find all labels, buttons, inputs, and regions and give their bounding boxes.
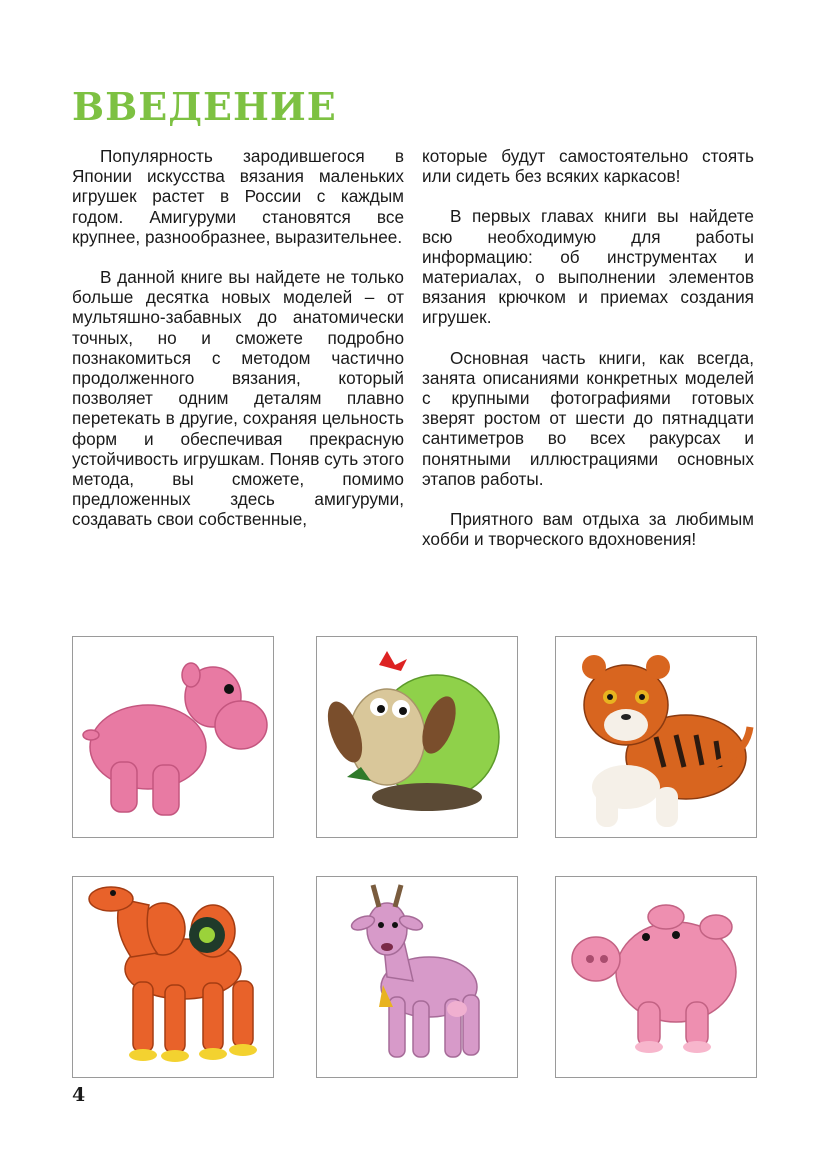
intro-paragraph-1: Популярность зародившегося в Японии искусства вязания маленьких игрушек растет в России с каждым годом. Амигуруми становятся все крупнее, разнообразнее, выразительнее. [72, 146, 404, 247]
page-number: 4 [72, 1084, 86, 1106]
intro-paragraph-5: Приятного вам отдыха за любимым хобби и творческого вдохновения! [422, 509, 754, 550]
intro-paragraph-2-continued: которые будут самостоятельно стоять или сидеть без всяких каркасов! [422, 146, 754, 187]
right-text-column [422, 146, 754, 569]
intro-paragraph-2: В данной книге вы найдете не только больше десятка новых моделей – от мультяшно-забавных до анатомически точных, но и сможете подробно познакомиться с методом частично продолженного вязания, который позволяет одним деталям плавно перетекать в другие, сохраняя цельность форм и обеспечивая прекрасную устойчивость игрушкам. Поняв суть этого метода, вы сможете, помимо предложенных здесь амигуруми, создавать свои собственные, [72, 267, 405, 530]
hippo-illustration [73, 637, 273, 837]
photo-hippo [72, 636, 274, 838]
left-text-column [72, 146, 404, 550]
page-title: ВВЕДЕНИЕ [72, 84, 337, 129]
sheep-illustration [317, 637, 517, 837]
intro-paragraph-3: В первых главах книги вы найдете всю необходимую для работы информацию: об инструментах и материалах, о выполнении элементов вязания крючком и приемах создания игрушек. [422, 206, 754, 328]
photo-tiger [555, 636, 757, 838]
photo-goat [316, 876, 518, 1078]
goat-illustration [317, 877, 517, 1077]
intro-paragraph-4: Основная часть книги, как всегда, занята описаниями конкретных моделей с крупными фотографиями готовых зверят ростом от шести до пятнадцати сантиметров во всех ракурсах и понятными иллюстрациями основных этапов работы. [422, 347, 754, 489]
photo-sheep [316, 636, 518, 838]
pig-illustration [556, 877, 756, 1077]
photo-pig [555, 876, 757, 1078]
photo-camel [72, 876, 274, 1078]
tiger-illustration [556, 637, 756, 837]
camel-illustration [73, 877, 273, 1077]
